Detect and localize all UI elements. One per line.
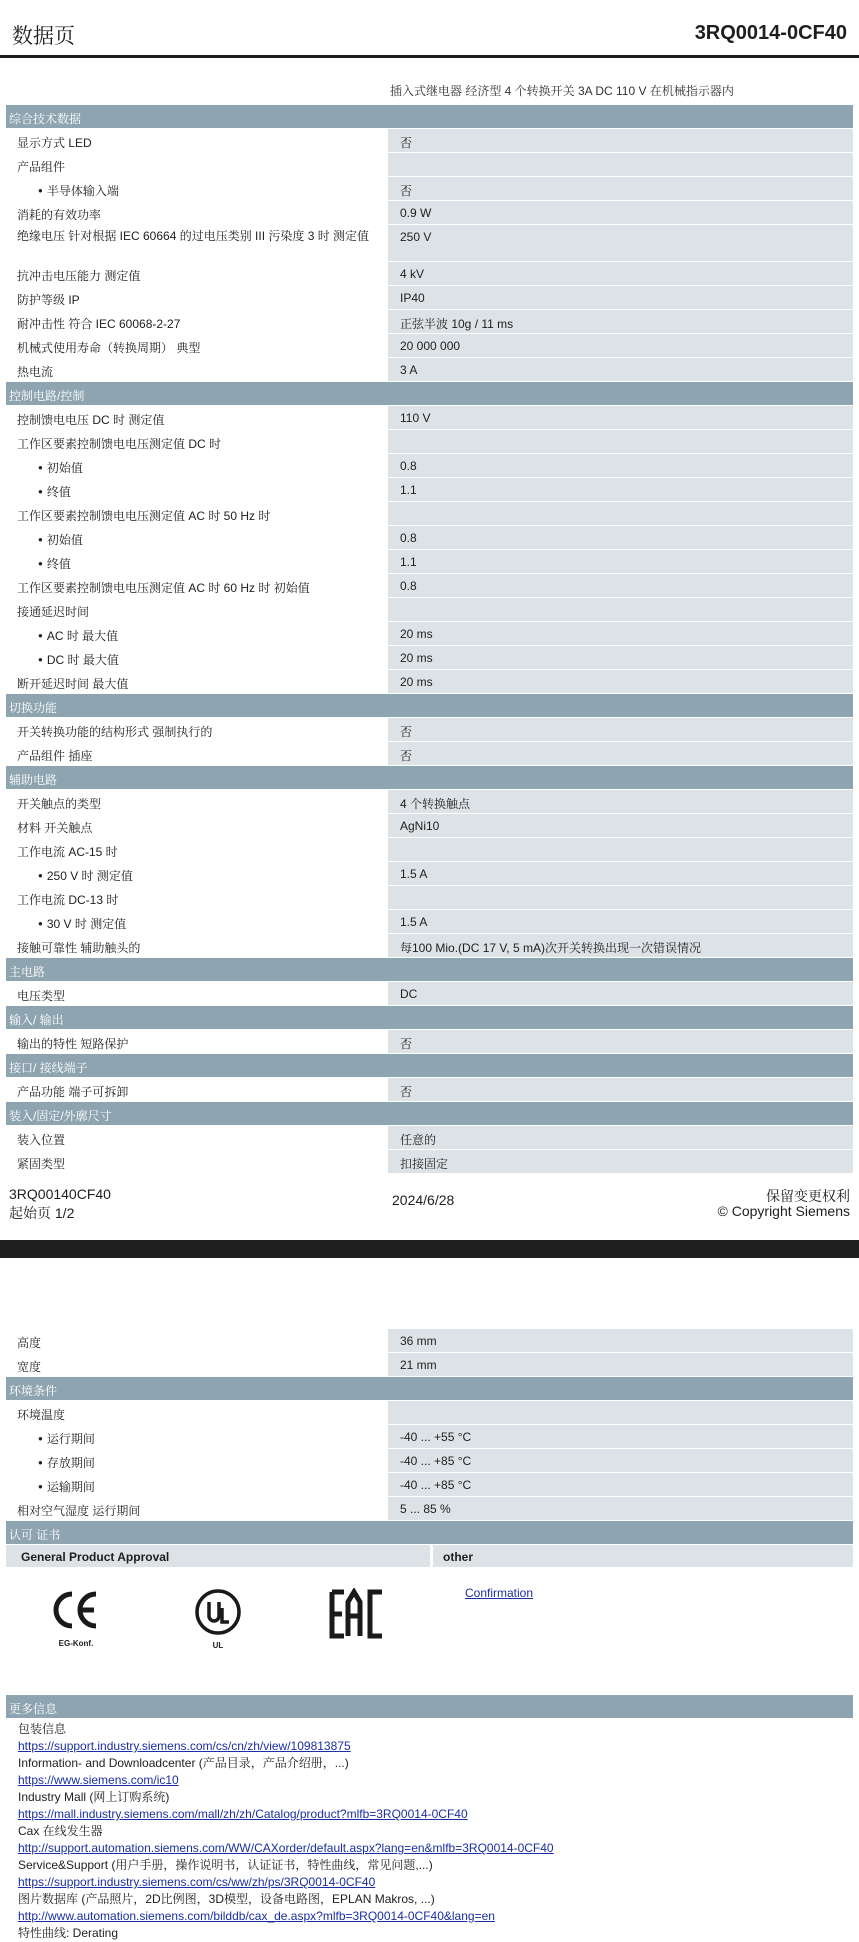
spec-row	[6, 310, 853, 334]
spec-value: 4 kV	[400, 267, 425, 281]
spec-value: 否	[400, 136, 413, 150]
spec-table-page2	[6, 1329, 853, 1545]
spec-row	[6, 1329, 853, 1353]
spec-value: 20 000 000	[400, 339, 461, 353]
ul-caption: UL	[212, 1641, 224, 1650]
spec-row	[6, 454, 853, 478]
spec-row	[6, 502, 853, 526]
spec-label: 输出的特性 短路保护	[17, 1037, 129, 1051]
spec-value: 正弦半波 10g / 11 ms	[400, 317, 514, 331]
spec-row	[6, 718, 853, 742]
section-header	[6, 105, 853, 129]
spec-value: 1.5 A	[400, 867, 428, 881]
spec-value: 1.5 A	[400, 915, 428, 929]
spec-label: ● 初始值	[38, 459, 83, 476]
spec-row	[6, 838, 853, 862]
approval-col1: General Product Approval	[21, 1550, 170, 1564]
spec-row	[6, 790, 853, 814]
spec-row	[6, 622, 853, 646]
confirmation-link[interactable]: Confirmation	[465, 1586, 534, 1600]
spec-value: -40 ... +55 °C	[400, 1430, 472, 1444]
spec-label: 绝缘电压 针对根据 IEC 60664 的过电压类别 III 污染度 3 时 测定值	[17, 229, 370, 243]
spec-value: AgNi10	[400, 819, 440, 833]
page-header	[0, 0, 859, 58]
info-label: 图片数据库 (产品照片，2D比例图，3D模型，设备电路图，EPLAN Makros, ...)	[18, 1892, 435, 1906]
ul-logo	[192, 1588, 244, 1652]
spec-value: 扣接固定	[400, 1157, 449, 1171]
spec-row	[6, 598, 853, 622]
spec-row	[6, 526, 853, 550]
spec-label: ● AC 时 最大值	[38, 627, 118, 644]
spec-value: 20 ms	[400, 627, 433, 641]
spec-row	[6, 430, 853, 454]
section-header	[6, 1054, 853, 1078]
section-header	[6, 1102, 853, 1126]
page-title: 数据页	[12, 25, 75, 48]
spec-value: 每100 Mio.(DC 17 V, 5 mA)次开关转换出现一次错误情况	[400, 941, 701, 955]
spec-value: 否	[400, 1037, 413, 1051]
section-header	[6, 694, 853, 718]
spec-value: 否	[400, 184, 413, 198]
spec-value: 5 ... 85 %	[400, 1502, 451, 1516]
info-label: Service&Support (用户手册，操作说明书，认证证书，特性曲线，常见问题,...)	[18, 1858, 433, 1872]
ul-mark-icon	[194, 1588, 242, 1636]
page-divider	[0, 1240, 859, 1258]
section-title: 主电路	[9, 965, 46, 979]
spec-label: 工作区要素控制馈电电压测定值 AC 时 50 Hz 时	[17, 509, 271, 523]
spec-value: 0.8	[400, 459, 417, 473]
spec-value: 0.9 W	[400, 206, 432, 220]
spec-row	[6, 550, 853, 574]
spec-row	[6, 358, 853, 382]
spec-value: DC	[400, 987, 418, 1001]
section-title: 综合技术数据	[9, 112, 82, 126]
spec-row	[6, 934, 853, 958]
footer-code: 3RQ00140CF40	[9, 1186, 111, 1202]
spec-label: 产品组件	[17, 160, 66, 174]
spec-label: 工作电流 DC-13 时	[17, 893, 119, 907]
spec-row	[6, 1401, 853, 1425]
spec-label: 装入位置	[17, 1133, 66, 1147]
section-header	[6, 1521, 853, 1545]
characteristic-curve-label: 特性曲线: Derating	[18, 1926, 119, 1940]
spec-value: IP40	[400, 291, 425, 305]
spec-label: 宽度	[17, 1360, 42, 1374]
spec-label: ● 终值	[38, 483, 71, 500]
spec-row	[6, 201, 853, 225]
spec-row	[6, 862, 853, 886]
spec-label: 抗冲击电压能力 测定值	[17, 269, 141, 283]
spec-label: 显示方式 LED	[17, 136, 92, 150]
info-label: Industry Mall (网上订购系统)	[18, 1790, 170, 1804]
spec-row	[6, 1497, 853, 1521]
spec-row	[6, 910, 853, 934]
product-description: 插入式继电器 经济型 4 个转换开关 3A DC 110 V 在机械指示器内	[390, 84, 734, 98]
spec-row	[6, 334, 853, 358]
info-link[interactable]: http://support.automation.siemens.com/WW/CAXorder/default.aspx?lang=en&mlfb=3RQ0014-0CF40	[18, 1841, 554, 1855]
ce-mark-icon	[50, 1588, 102, 1632]
spec-label: 开关转换功能的结构形式 强制执行的	[17, 725, 213, 739]
spec-label: ● 存放期间	[38, 1454, 95, 1471]
spec-label: 机械式使用寿命（转换周期） 典型	[17, 341, 201, 355]
section-title: 切换功能	[9, 701, 58, 715]
spec-value: -40 ... +85 °C	[400, 1478, 472, 1492]
ce-caption: EG-Konf.	[58, 1639, 94, 1648]
spec-row	[6, 670, 853, 694]
spec-row	[6, 574, 853, 598]
section-header	[6, 1377, 853, 1401]
spec-label: 电压类型	[17, 989, 66, 1003]
spec-value: 1.1	[400, 483, 417, 497]
spec-value: -40 ... +85 °C	[400, 1454, 472, 1468]
section-title: 装入/固定/外廓尺寸	[9, 1109, 112, 1123]
spec-label: ● 250 V 时 测定值	[38, 867, 133, 884]
spec-row	[6, 153, 853, 177]
spec-row	[6, 406, 853, 430]
spec-label: ● 初始值	[38, 531, 83, 548]
spec-label: ● 运输期间	[38, 1478, 95, 1495]
spec-row	[6, 1030, 853, 1054]
section-title: 输入/ 输出	[9, 1013, 64, 1027]
section-header	[6, 382, 853, 406]
spec-label: 产品组件 插座	[17, 749, 93, 763]
info-link[interactable]: https://mall.industry.siemens.com/mall/zh/zh/Catalog/product?mlfb=3RQ0014-0CF40	[18, 1807, 468, 1821]
section-title: 环境条件	[9, 1384, 58, 1398]
spec-row	[6, 742, 853, 766]
spec-label: ● DC 时 最大值	[38, 651, 119, 668]
approval-col2: other	[443, 1550, 473, 1564]
spec-label: 产品功能 端子可拆卸	[17, 1085, 129, 1099]
spec-label: 接通延迟时间	[17, 605, 90, 619]
spec-label: 开关触点的类型	[17, 797, 102, 811]
spec-row	[6, 982, 853, 1006]
spec-label: 相对空气湿度 运行期间	[17, 1504, 141, 1518]
info-label: Information- and Downloadcenter (产品目录，产品介绍册，...)	[18, 1756, 349, 1770]
spec-value: 0.8	[400, 579, 417, 593]
approval-separator	[430, 1545, 433, 1567]
more-info-title: 更多信息	[9, 1702, 58, 1716]
spec-value: 1.1	[400, 555, 417, 569]
spec-row	[6, 1353, 853, 1377]
footer-page: 起始页 1/2	[9, 1205, 75, 1221]
spec-row	[6, 1473, 853, 1497]
spec-label: 消耗的有效功率	[17, 208, 102, 222]
spec-value: 20 ms	[400, 675, 433, 689]
spec-label: 断开延迟时间 最大值	[17, 677, 129, 691]
spec-label: 高度	[17, 1336, 42, 1350]
eac-logo	[328, 1588, 388, 1652]
info-link[interactable]: https://support.industry.siemens.com/cs/ww/zh/ps/3RQ0014-0CF40	[18, 1875, 376, 1889]
spec-label: ● 30 V 时 测定值	[38, 915, 126, 932]
spec-label: ● 终值	[38, 555, 71, 572]
info-link[interactable]: http://www.automation.siemens.com/bilddb/cax_de.aspx?mlfb=3RQ0014-0CF40&lang=en	[18, 1909, 495, 1923]
section-title: 接口/ 接线端子	[9, 1061, 88, 1075]
spec-row	[6, 1126, 853, 1150]
spec-value: 250 V	[400, 230, 432, 244]
spec-table-page1	[6, 105, 853, 1174]
spec-row	[6, 1078, 853, 1102]
spec-label: 紧固类型	[17, 1157, 66, 1171]
spec-label: 环境温度	[17, 1408, 66, 1422]
spec-value: 20 ms	[400, 651, 433, 665]
info-link[interactable]: https://www.siemens.com/ic10	[18, 1773, 179, 1787]
spec-row	[6, 129, 853, 153]
spec-label: ● 半导体输入端	[38, 182, 119, 199]
spec-row	[6, 286, 853, 310]
spec-value: 3 A	[400, 363, 418, 377]
spec-value: 否	[400, 725, 413, 739]
spec-value: 否	[400, 749, 413, 763]
spec-value: 4 个转换触点	[400, 797, 471, 811]
spec-value: 0.8	[400, 531, 417, 545]
spec-row	[6, 1425, 853, 1449]
spec-label: 控制馈电电压 DC 时 测定值	[17, 413, 165, 427]
footer-copyright: © Copyright Siemens	[717, 1203, 850, 1219]
more-info-list	[18, 1721, 554, 1942]
spec-row	[6, 177, 853, 201]
spec-row	[6, 478, 853, 502]
spec-row	[6, 225, 853, 262]
spec-label: 工作区要素控制馈电电压测定值 DC 时	[17, 437, 222, 451]
spec-label: ● 运行期间	[38, 1430, 95, 1447]
section-header	[6, 766, 853, 790]
section-title: 辅助电路	[9, 773, 58, 787]
section-header	[6, 958, 853, 982]
section-title: 认可 证书	[9, 1528, 61, 1542]
spec-value: 否	[400, 1085, 413, 1099]
ce-logo	[50, 1588, 102, 1652]
eac-mark-icon	[328, 1588, 388, 1640]
spec-label: 材料 开关触点	[17, 821, 93, 835]
footer-date: 2024/6/28	[392, 1192, 455, 1208]
info-label: 包装信息	[18, 1722, 67, 1736]
spec-label: 热电流	[17, 365, 54, 379]
spec-value: 21 mm	[400, 1358, 437, 1372]
info-link[interactable]: https://support.industry.siemens.com/cs/cn/zh/view/109813875	[18, 1739, 351, 1753]
spec-row	[6, 646, 853, 670]
spec-row	[6, 1449, 853, 1473]
more-info-section	[6, 1695, 853, 1719]
section-header	[6, 1006, 853, 1030]
spec-value: 110 V	[400, 411, 431, 425]
spec-row	[6, 1150, 853, 1174]
spec-row	[6, 886, 853, 910]
spec-label: 耐冲击性 符合 IEC 60068-2-27	[17, 317, 181, 331]
spec-row	[6, 262, 853, 286]
product-code: 3RQ0014-0CF40	[694, 22, 847, 44]
spec-value: 任意的	[400, 1133, 437, 1147]
section-title: 控制电路/控制	[9, 389, 85, 403]
spec-label: 防护等级 IP	[17, 293, 80, 307]
spec-value: 36 mm	[400, 1334, 437, 1348]
spec-row	[6, 814, 853, 838]
info-label: Cax 在线发生器	[18, 1824, 103, 1838]
spec-label: 工作电流 AC-15 时	[17, 845, 118, 859]
spec-label: 接触可靠性 辅助触头的	[17, 941, 141, 955]
approval-header	[6, 1545, 853, 1567]
footer-rights: 保留变更权利	[766, 1188, 850, 1204]
spec-label: 工作区要素控制馈电电压测定值 AC 时 60 Hz 时 初始值	[17, 581, 310, 595]
